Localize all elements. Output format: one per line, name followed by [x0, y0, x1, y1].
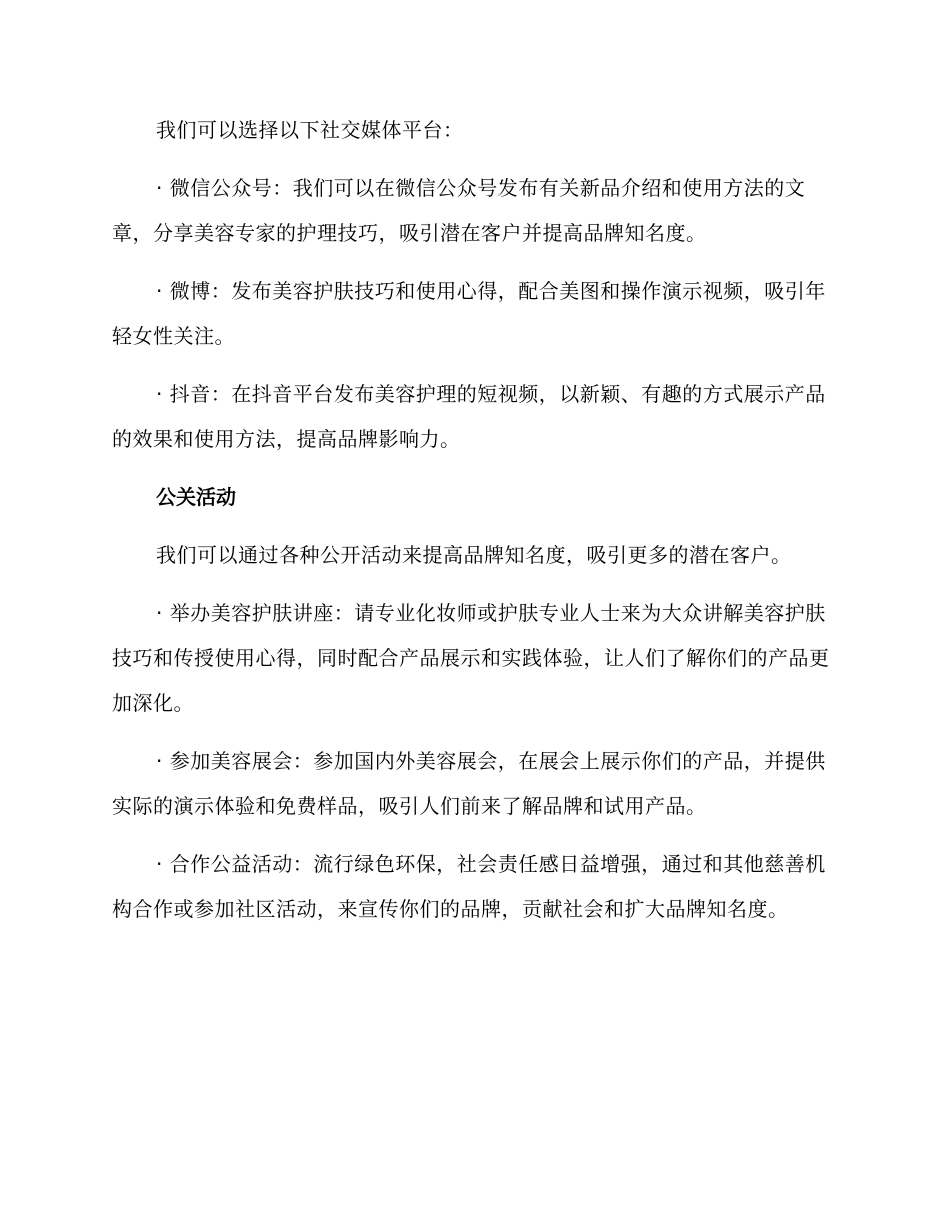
- douyin-item: · 抖音：在抖音平台发布美容护理的短视频，以新颖、有趣的方式展示产品的效果和使用方法，提高品牌影响力。: [112, 382, 826, 451]
- pr-heading: 公关活动: [156, 485, 236, 509]
- social-intro-paragraph: 我们可以选择以下社交媒体平台：: [156, 118, 464, 142]
- charity-item: · 合作公益活动：流行绿色环保，社会责任感日益增强，通过和其他慈善机构合作或参加社区活动，来宣传你们的品牌，贡献社会和扩大品牌知名度。: [112, 852, 826, 921]
- wechat-item: · 微信公众号：我们可以在微信公众号发布有关新品介绍和使用方法的文章，分享美容专家的护理技巧，吸引潜在客户并提高品牌知名度。: [112, 176, 806, 245]
- document-body: [112, 108, 832, 945]
- pr-intro-paragraph: 我们可以通过各种公开活动来提高品牌知名度，吸引更多的潜在客户。: [156, 543, 792, 567]
- lecture-item: · 举办美容护肤讲座：请专业化妆师或护肤专业人士来为大众讲解美容护肤技巧和传授使用心得，同时配合产品展示和实践体验，让人们了解你们的产品更加深化。: [112, 601, 830, 715]
- weibo-item: · 微博：发布美容护肤技巧和使用心得，配合美图和操作演示视频，吸引年轻女性关注。: [112, 279, 826, 348]
- expo-item: · 参加美容展会：参加国内外美容展会，在展会上展示你们的产品，并提供实际的演示体验和免费样品，吸引人们前来了解品牌和试用产品。: [112, 749, 826, 818]
